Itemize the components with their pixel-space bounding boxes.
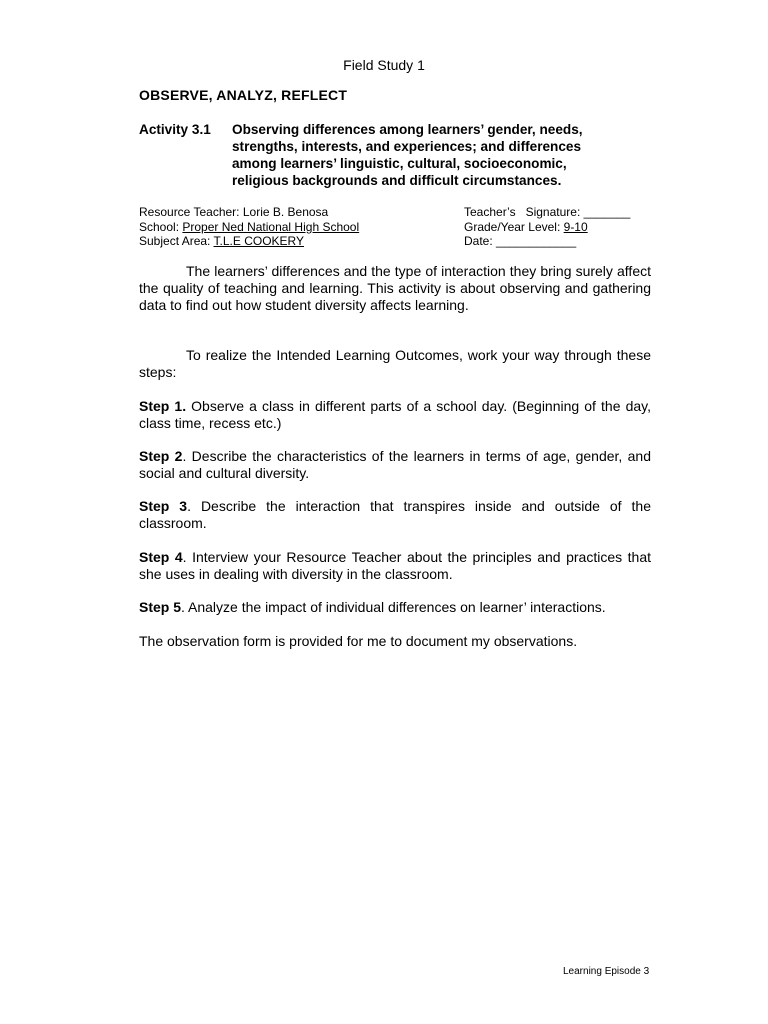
step-text: . Describe the interaction that transpires inside and outside of the classroom. [139,498,651,531]
step-text: . Interview your Resource Teacher about the principles and practices that she uses in dealing with diversity in the classroom. [139,549,651,582]
section-title: OBSERVE, ANALYZ, REFLECT [139,87,348,103]
page-header: Field Study 1 [343,57,425,73]
activity-line: strengths, interests, and experiences; and differences [232,139,582,154]
step-text: . Describe the characteristics of the learners in terms of age, gender, and social and cultural diversity. [139,448,652,481]
grade-row [464,220,630,235]
intro-paragraph [139,263,651,314]
intro-text: The learners’ differences and the type of interaction they bring surely affect the quality of teaching and learning. This activity is about observing and gathering data to find out how student diversity affects learning. [139,263,651,313]
step-label: Step 5 [139,599,182,615]
step-text: . Analyze the impact of individual differences on learner’ interactions. [181,599,606,615]
outcomes-paragraph [139,347,651,381]
resource-teacher-row [139,205,359,220]
grade-label: Grade/Year Level: [464,219,561,234]
resource-teacher-value: Lorie B. Benosa [242,205,329,219]
date-value: ____________ [496,234,577,248]
step-3 [139,498,651,532]
activity-line: among learners’ linguistic, cultural, socioeconomic, [232,156,567,171]
date-label: Date: [464,234,493,248]
step-4 [139,549,651,583]
subject-value: T.L.E COOKERY [213,234,304,248]
grade-value: 9-10 [563,219,588,234]
activity-label: Activity 3.1 [139,122,211,137]
signature-value: _______ [583,205,631,219]
outcomes-text: To realize the Intended Learning Outcomes, work your way through these steps: [139,347,651,380]
activity-description [232,121,637,189]
closing-sentence: The observation form is provided for me to document my observations. [139,633,578,649]
subject-row [139,234,359,249]
activity-line: Observing differences among learners’ gender, needs, [232,122,583,137]
activity-line: religious backgrounds and difficult circumstances. [232,173,562,188]
step-text: Observe a class in different parts of a school day. (Beginning of the day, class time, recess etc.) [139,398,651,431]
school-row [139,220,359,235]
step-label: Step 4 [139,549,183,565]
footer-label: Learning Episode 3 [563,966,650,977]
school-label: School: [139,219,180,234]
info-right-column [464,205,630,249]
subject-label: Subject Area: [139,234,211,248]
date-row [464,234,630,249]
step-2 [139,448,651,482]
info-left-column [139,205,359,249]
step-label: Step 3 [139,498,188,514]
step-label: Step 2 [139,448,183,464]
step-label: Step 1. [139,398,187,414]
school-value: Proper Ned National High School [182,219,360,234]
signature-row [464,205,630,220]
resource-teacher-label: Resource Teacher: [139,205,240,219]
step-1 [139,398,651,432]
signature-label: Teacher’s Signature: [464,205,581,219]
step-5 [139,599,651,616]
